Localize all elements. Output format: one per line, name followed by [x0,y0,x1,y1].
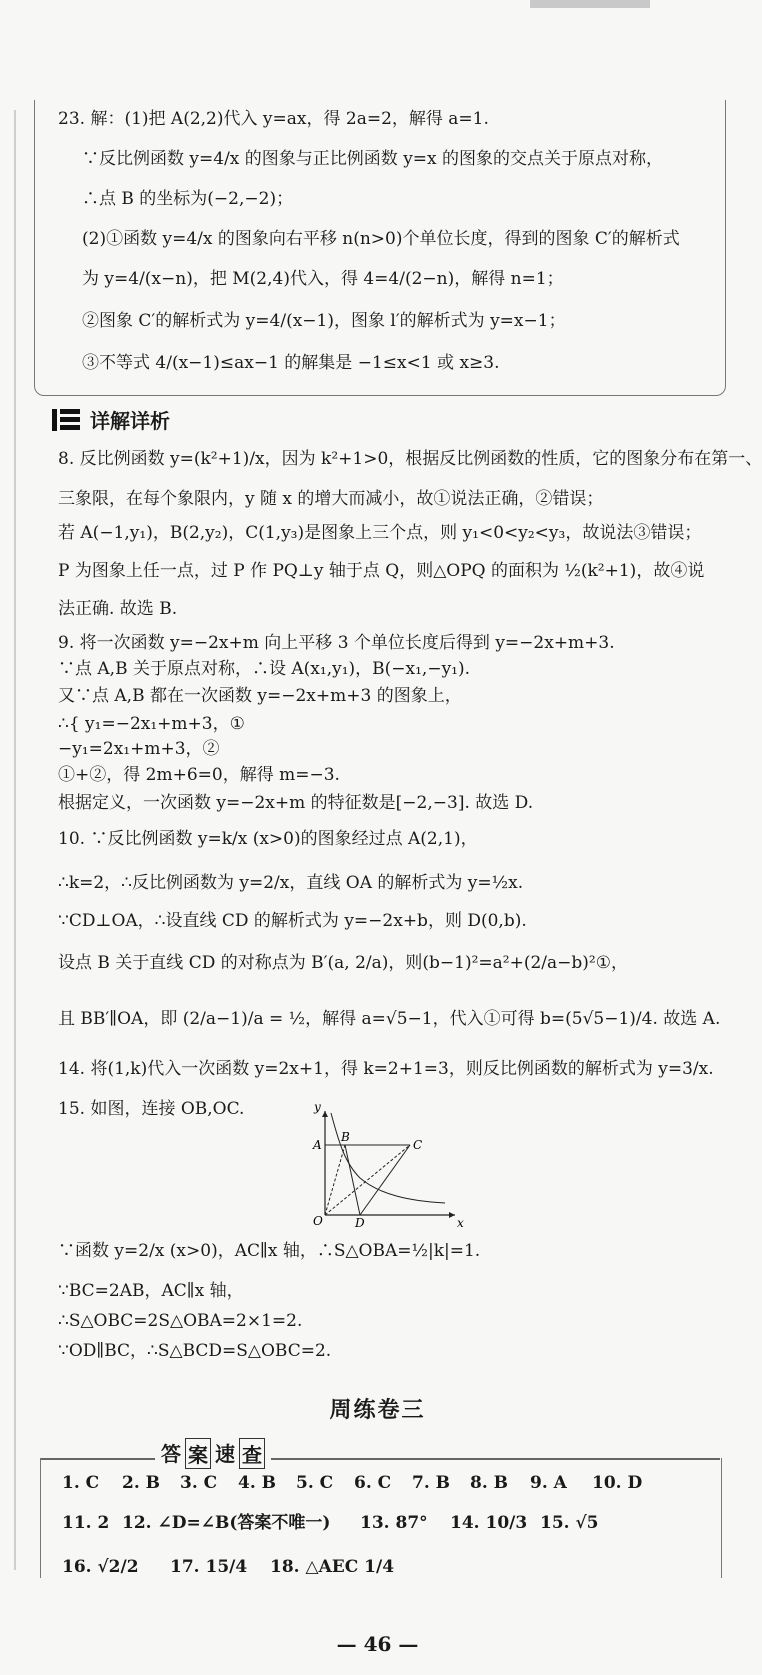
answer-9: 9. A [530,1473,567,1493]
s10-line-3: ∵CD⊥OA，∴设直线 CD 的解析式为 y=−2x+b，则 D(0,b). [58,911,527,931]
fig-label-a: A [313,1138,322,1152]
section-bars-icon [52,409,80,431]
s9-line-6: ①+②，得 2m+6=0，解得 m=−3. [58,765,340,785]
answer-4: 4. B [238,1473,277,1493]
answer-label-3: 速 [215,1442,235,1466]
page-number: — 46 — [336,1632,419,1656]
answer-18: 18. △AEC 1/4 [270,1557,395,1577]
fig-label-c: C [413,1138,423,1152]
answer-label-1: 答 [161,1442,181,1466]
answer-header [40,1440,720,1467]
answer-12: 12. ∠D=∠B(答案不唯一) [122,1513,331,1533]
answer-10: 10. D [592,1473,643,1493]
binding-line [14,110,16,1570]
s10-line-1: 10. ∵反比例函数 y=k/x (x>0)的图象经过点 A(2,1)， [58,829,478,849]
answer-13: 13. 87° [360,1513,428,1533]
s10-line-5: 且 BB′∥OA，即 (2/a−1)/a = ½，解得 a=√5−1，代入①可得 b=(5√5−1)/4. 故选 A. [58,1009,721,1029]
answer-2: 2. B [122,1473,161,1493]
fig-label-y: y [314,1100,321,1114]
answer-14: 14. 10/3 [450,1513,528,1533]
s15-line-1: 15. 如图，连接 OB,OC. [58,1099,245,1119]
section-header [52,405,170,434]
answer-5: 5. C [296,1473,334,1493]
s8-line-5: 法正确. 故选 B. [58,599,178,619]
s23-line-3: ∴点 B 的坐标为(−2,−2)； [82,189,294,209]
s9-line-7: 根据定义，一次函数 y=−2x+m 的特征数是[−2,−3]. 故选 D. [58,793,534,813]
s23-line-6: ②图象 C′的解析式为 y=4/(x−1)，图象 l′的解析式为 y=x−1； [82,311,566,331]
s15-line-3: ∵BC=2AB，AC∥x 轴， [58,1281,244,1301]
s15-line-4: ∴S△OBC=2S△OBA=2×1=2. [58,1311,303,1331]
coordinate-figure [313,1100,465,1230]
s9-line-5: −y₁=2x₁+m+3，② [58,739,220,759]
s15-line-2: ∵函数 y=2/x (x>0)，AC∥x 轴，∴S△OBA=½|k|=1. [58,1241,481,1261]
s23-line-7: ③不等式 4/(x−1)≤ax−1 的解集是 −1≤x<1 或 x≥3. [82,353,500,373]
s23-line-5: 为 y=4/(x−n)，把 M(2,4)代入，得 4=4/(2−n)，解得 n=1； [82,269,564,289]
answer-6: 6. C [354,1473,392,1493]
week-title: 周练卷三 [329,1398,426,1423]
fig-label-b: B [341,1130,350,1144]
s14-line: 14. 将(1,k)代入一次函数 y=2x+1，得 k=2+1=3，则反比例函数的解析式为 y=3/x. [58,1059,714,1079]
s23-line-4: (2)①函数 y=4/x 的图象向右平移 n(n>0)个单位长度，得到的图象 C′的解析式 [82,229,680,249]
s8-line-4: P 为图象上任一点，过 P 作 PQ⊥y 轴于点 Q，则△OPQ 的面积为 ½(k²+1)，故④说 [58,561,705,581]
answer-15: 15. √5 [540,1513,599,1533]
top-scan-mark [530,0,650,8]
s15-line-5: ∵OD∥BC，∴S△BCD=S△OBC=2. [58,1341,332,1361]
s10-line-4: 设点 B 关于直线 CD 的对称点为 B′(a, 2/a)，则(b−1)²=a²+(2/a−b)²①， [58,953,628,973]
s8-line-2: 三象限，在每个象限内，y 随 x 的增大而减小，故①说法正确，②错误； [58,489,604,509]
s9-line-3: 又∵点 A,B 都在一次函数 y=−2x+m+3 的图象上， [58,686,462,706]
s8-line-1: 8. 反比例函数 y=(k²+1)/x，因为 k²+1>0，根据反比例函数的性质，它的图象分布在第一、 [58,449,762,469]
s9-line-4: ∴{ y₁=−2x₁+m+3，① [58,714,245,734]
answer-3: 3. C [180,1473,218,1493]
answer-17: 17. 15/4 [170,1557,248,1577]
s9-line-2: ∵点 A,B 关于原点对称，∴设 A(x₁,y₁)，B(−x₁,−y₁). [58,659,471,679]
answer-11: 11. 2 [62,1513,110,1533]
answer-label-2: 案 [185,1438,211,1469]
s9-line-1: 9. 将一次函数 y=−2x+m 向上平移 3 个单位长度后得到 y=−2x+m+3. [58,633,615,653]
fig-label-x: x [457,1216,464,1230]
answer-16: 16. √2/2 [62,1557,139,1577]
s8-line-3: 若 A(−1,y₁)，B(2,y₂)，C(1,y₃)是图象上三个点，则 y₁<0<y₂<y₃，故说法③错误； [58,523,702,543]
s10-line-2: ∴k=2，∴反比例函数为 y=2/x，直线 OA 的解析式为 y=½x. [58,873,524,893]
s23-line-1: 23. 解：(1)把 A(2,2)代入 y=ax，得 2a=2，解得 a=1. [58,109,489,129]
s23-line-2: ∵反比例函数 y=4/x 的图象与正比例函数 y=x 的图象的交点关于原点对称， [82,149,664,169]
section-title: 详解详析 [90,409,170,433]
fig-label-o: O [313,1214,323,1228]
answer-label-4: 查 [239,1438,265,1469]
answer-8: 8. B [470,1473,509,1493]
answer-7: 7. B [412,1473,451,1493]
answer-1: 1. C [62,1473,100,1493]
fig-label-d: D [355,1216,365,1230]
